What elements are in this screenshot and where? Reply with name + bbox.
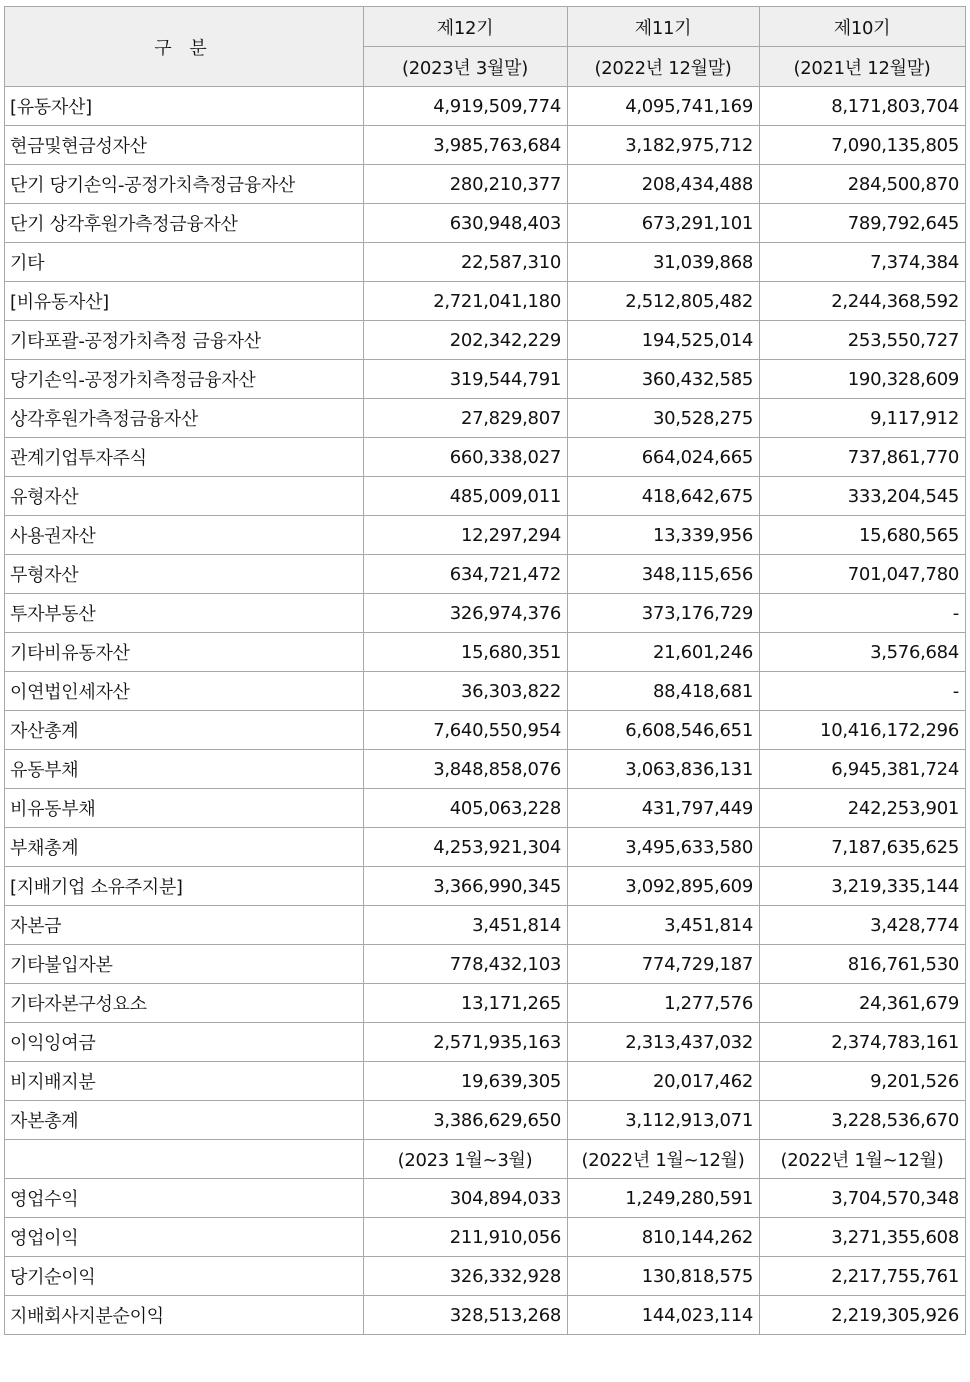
table-row (5, 555, 966, 594)
table-row (5, 750, 966, 789)
row-value: 10,416,172,296 (760, 711, 966, 750)
row-value: 326,974,376 (364, 594, 568, 633)
income-period-blank (5, 1140, 364, 1179)
row-value: 304,894,033 (364, 1179, 568, 1218)
row-label: 투자부동산 (5, 594, 364, 633)
row-label: 무형자산 (5, 555, 364, 594)
row-value: 31,039,868 (568, 243, 760, 282)
row-value: 701,047,780 (760, 555, 966, 594)
row-value: 2,374,783,161 (760, 1023, 966, 1062)
row-value: 328,513,268 (364, 1296, 568, 1335)
row-value: 15,680,351 (364, 633, 568, 672)
row-label: 부채총계 (5, 828, 364, 867)
row-value: 405,063,228 (364, 789, 568, 828)
table-row (5, 1296, 966, 1335)
row-value: 737,861,770 (760, 438, 966, 477)
table-row (5, 711, 966, 750)
row-value: 13,171,265 (364, 984, 568, 1023)
row-value: 3,182,975,712 (568, 126, 760, 165)
table-header (5, 7, 966, 87)
row-value: 630,948,403 (364, 204, 568, 243)
row-label: 기타 (5, 243, 364, 282)
row-label: 영업이익 (5, 1218, 364, 1257)
row-value: 485,009,011 (364, 477, 568, 516)
row-value: 7,090,135,805 (760, 126, 966, 165)
table-row (5, 282, 966, 321)
row-value: 2,721,041,180 (364, 282, 568, 321)
row-value: 194,525,014 (568, 321, 760, 360)
table-row (5, 789, 966, 828)
row-value: 3,985,763,684 (364, 126, 568, 165)
table-row (5, 1257, 966, 1296)
row-value: 3,451,814 (568, 906, 760, 945)
row-value: 15,680,565 (760, 516, 966, 555)
row-label: 자산총계 (5, 711, 364, 750)
table-body (5, 87, 966, 1335)
row-value: 2,313,437,032 (568, 1023, 760, 1062)
row-value: 810,144,262 (568, 1218, 760, 1257)
table-row (5, 360, 966, 399)
row-value: 319,544,791 (364, 360, 568, 399)
row-value: 208,434,488 (568, 165, 760, 204)
row-value: 816,761,530 (760, 945, 966, 984)
row-value: 326,332,928 (364, 1257, 568, 1296)
table-row (5, 1179, 966, 1218)
row-value: 3,848,858,076 (364, 750, 568, 789)
row-label: 기타자본구성요소 (5, 984, 364, 1023)
row-value: 3,428,774 (760, 906, 966, 945)
row-value: 3,092,895,609 (568, 867, 760, 906)
table-row (5, 243, 966, 282)
row-label: 단기 당기손익-공정가치측정금융자산 (5, 165, 364, 204)
header-period-10: 제10기 (760, 7, 966, 47)
row-value: - (760, 594, 966, 633)
row-value: 2,219,305,926 (760, 1296, 966, 1335)
table-row (5, 399, 966, 438)
row-value: 3,495,633,580 (568, 828, 760, 867)
row-label: 사용권자산 (5, 516, 364, 555)
table-row (5, 906, 966, 945)
header-period-11: 제11기 (568, 7, 760, 47)
row-label: [비유동자산] (5, 282, 364, 321)
row-value: 2,571,935,163 (364, 1023, 568, 1062)
row-label: 상각후원가측정금융자산 (5, 399, 364, 438)
row-value: 2,244,368,592 (760, 282, 966, 321)
header-period-12: 제12기 (364, 7, 568, 47)
table-row (5, 1062, 966, 1101)
row-value: 202,342,229 (364, 321, 568, 360)
row-value: 3,112,913,071 (568, 1101, 760, 1140)
row-label: [지배기업 소유주지분] (5, 867, 364, 906)
table-row (5, 594, 966, 633)
table-row (5, 516, 966, 555)
header-date-10: (2021년 12월말) (760, 47, 966, 87)
row-value: 3,219,335,144 (760, 867, 966, 906)
table-row (5, 477, 966, 516)
row-label: 단기 상각후원가측정금융자산 (5, 204, 364, 243)
table-row (5, 672, 966, 711)
row-value: 3,386,629,650 (364, 1101, 568, 1140)
row-value: 4,253,921,304 (364, 828, 568, 867)
row-value: 664,024,665 (568, 438, 760, 477)
row-value: 778,432,103 (364, 945, 568, 984)
row-label: 비유동부채 (5, 789, 364, 828)
row-value: 431,797,449 (568, 789, 760, 828)
row-value: - (760, 672, 966, 711)
row-value: 7,374,384 (760, 243, 966, 282)
row-value: 280,210,377 (364, 165, 568, 204)
table-row (5, 87, 966, 126)
table-row (5, 321, 966, 360)
row-value: 360,432,585 (568, 360, 760, 399)
row-value: 348,115,656 (568, 555, 760, 594)
financial-summary-table (4, 6, 966, 1335)
row-label: 기타포괄-공정가치측정 금융자산 (5, 321, 364, 360)
row-label: 관계기업투자주식 (5, 438, 364, 477)
row-value: 253,550,727 (760, 321, 966, 360)
income-period-row (5, 1140, 966, 1179)
row-value: 1,277,576 (568, 984, 760, 1023)
row-value: 7,187,635,625 (760, 828, 966, 867)
row-value: 9,117,912 (760, 399, 966, 438)
row-value: 673,291,101 (568, 204, 760, 243)
row-label: 자본총계 (5, 1101, 364, 1140)
table-row (5, 984, 966, 1023)
row-label: 기타비유동자산 (5, 633, 364, 672)
row-value: 3,228,536,670 (760, 1101, 966, 1140)
row-value: 190,328,609 (760, 360, 966, 399)
table-row (5, 945, 966, 984)
income-period: (2022년 1월~12월) (568, 1140, 760, 1179)
row-value: 3,576,684 (760, 633, 966, 672)
row-value: 3,451,814 (364, 906, 568, 945)
row-value: 2,217,755,761 (760, 1257, 966, 1296)
table-row (5, 633, 966, 672)
row-value: 36,303,822 (364, 672, 568, 711)
row-value: 284,500,870 (760, 165, 966, 204)
row-value: 20,017,462 (568, 1062, 760, 1101)
row-value: 660,338,027 (364, 438, 568, 477)
table-row (5, 204, 966, 243)
row-value: 4,919,509,774 (364, 87, 568, 126)
table-row (5, 438, 966, 477)
row-label: [유동자산] (5, 87, 364, 126)
row-value: 12,297,294 (364, 516, 568, 555)
row-label: 기타불입자본 (5, 945, 364, 984)
row-value: 1,249,280,591 (568, 1179, 760, 1218)
row-value: 21,601,246 (568, 633, 760, 672)
header-row-periods (5, 7, 966, 47)
row-value: 7,640,550,954 (364, 711, 568, 750)
row-value: 9,201,526 (760, 1062, 966, 1101)
row-value: 88,418,681 (568, 672, 760, 711)
row-value: 13,339,956 (568, 516, 760, 555)
table-row (5, 828, 966, 867)
row-label: 이연법인세자산 (5, 672, 364, 711)
row-label: 영업수익 (5, 1179, 364, 1218)
row-label: 유형자산 (5, 477, 364, 516)
row-value: 634,721,472 (364, 555, 568, 594)
row-value: 19,639,305 (364, 1062, 568, 1101)
row-value: 6,608,546,651 (568, 711, 760, 750)
row-value: 242,253,901 (760, 789, 966, 828)
table-row (5, 126, 966, 165)
row-value: 22,587,310 (364, 243, 568, 282)
row-label: 현금및현금성자산 (5, 126, 364, 165)
row-value: 130,818,575 (568, 1257, 760, 1296)
income-period: (2022년 1월~12월) (760, 1140, 966, 1179)
row-value: 211,910,056 (364, 1218, 568, 1257)
row-value: 3,063,836,131 (568, 750, 760, 789)
row-value: 27,829,807 (364, 399, 568, 438)
header-date-11: (2022년 12월말) (568, 47, 760, 87)
row-value: 789,792,645 (760, 204, 966, 243)
row-value: 373,176,729 (568, 594, 760, 633)
row-value: 3,366,990,345 (364, 867, 568, 906)
row-value: 6,945,381,724 (760, 750, 966, 789)
row-label: 유동부채 (5, 750, 364, 789)
table-row (5, 867, 966, 906)
table-row (5, 165, 966, 204)
row-value: 8,171,803,704 (760, 87, 966, 126)
row-value: 24,361,679 (760, 984, 966, 1023)
row-label: 지배회사지분순이익 (5, 1296, 364, 1335)
row-value: 3,271,355,608 (760, 1218, 966, 1257)
header-category: 구 분 (5, 7, 364, 87)
row-label: 당기손익-공정가치측정금융자산 (5, 360, 364, 399)
table-row (5, 1023, 966, 1062)
row-value: 144,023,114 (568, 1296, 760, 1335)
row-value: 333,204,545 (760, 477, 966, 516)
header-date-12: (2023년 3월말) (364, 47, 568, 87)
row-value: 418,642,675 (568, 477, 760, 516)
row-value: 3,704,570,348 (760, 1179, 966, 1218)
row-value: 2,512,805,482 (568, 282, 760, 321)
income-period: (2023 1월~3월) (364, 1140, 568, 1179)
row-value: 774,729,187 (568, 945, 760, 984)
row-label: 당기순이익 (5, 1257, 364, 1296)
table-row (5, 1218, 966, 1257)
row-value: 30,528,275 (568, 399, 760, 438)
row-label: 자본금 (5, 906, 364, 945)
row-label: 비지배지분 (5, 1062, 364, 1101)
table-row (5, 1101, 966, 1140)
row-label: 이익잉여금 (5, 1023, 364, 1062)
row-value: 4,095,741,169 (568, 87, 760, 126)
